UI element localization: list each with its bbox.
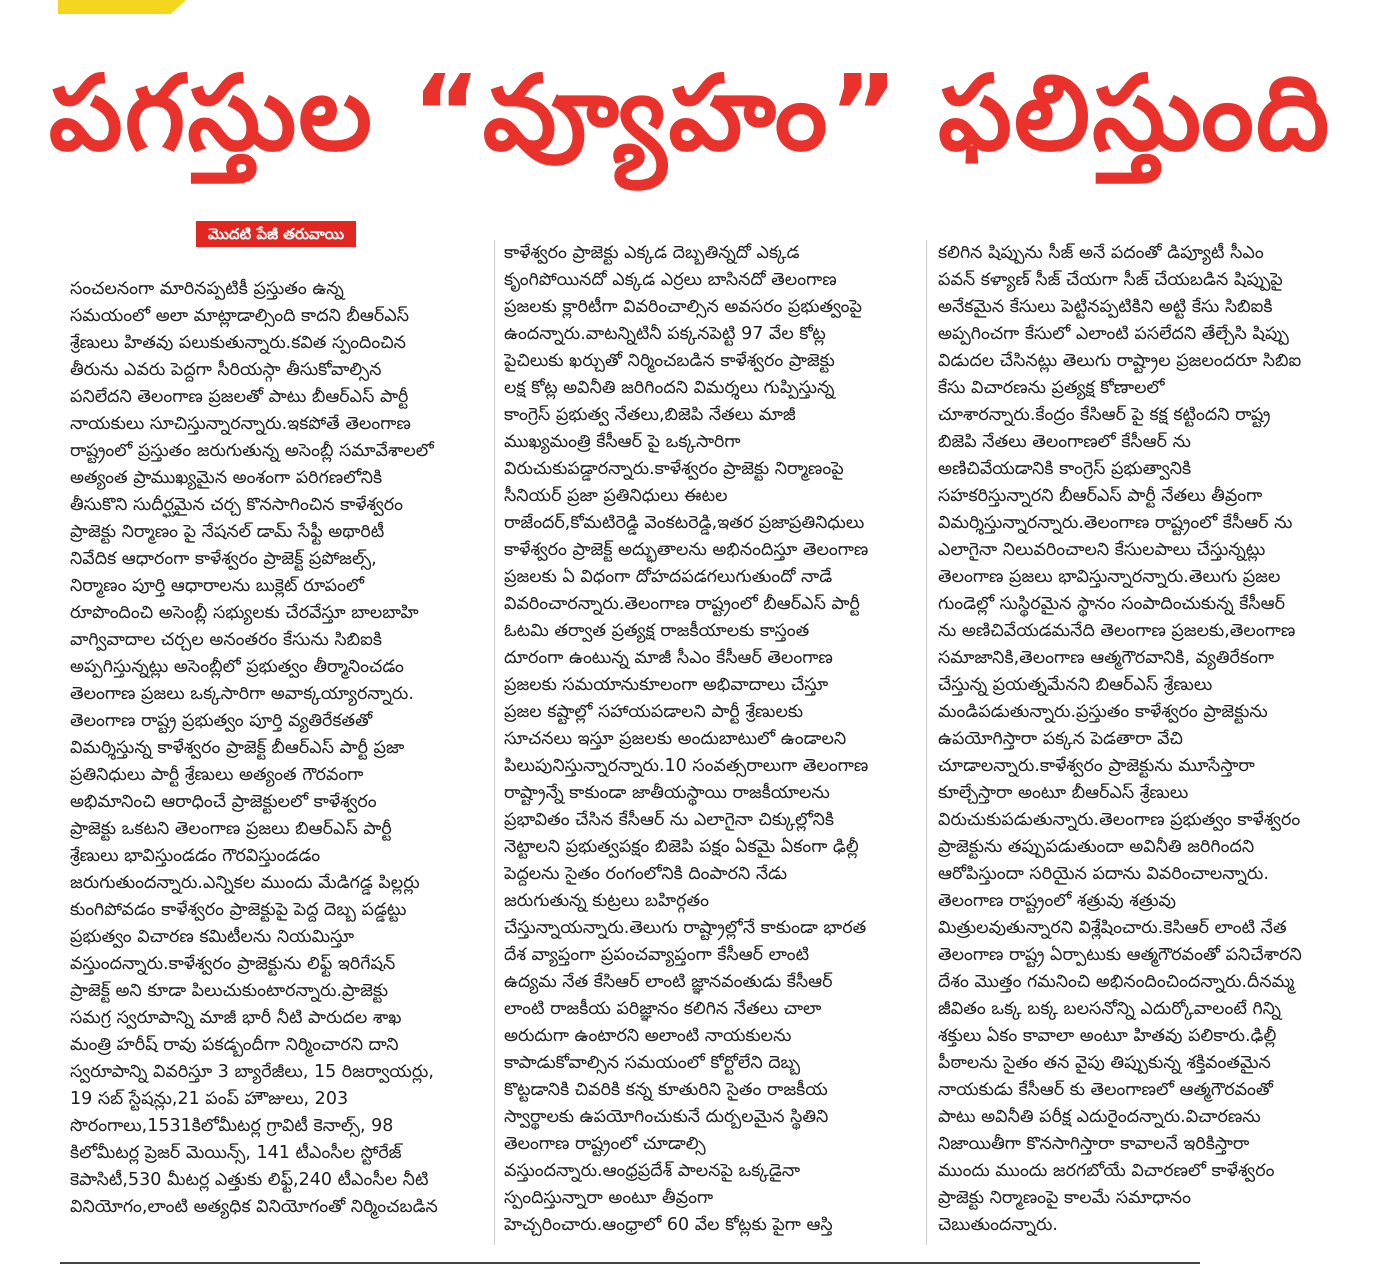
article-line: శ్రేణులు హితవు పలుకుతున్నారు.కవిత స్పందించిన	[70, 333, 406, 353]
article-line: ప్రాజెక్టు ఒకటని తెలంగాణ ప్రజలు బిఆర్ఎస్ పార్టీ	[70, 819, 392, 839]
article-line: ఎలాగైనా నిలువరించాలని కేసులపాలు చేస్తున్నట్లు	[938, 540, 1266, 560]
article-line: సమగ్ర స్వరూపాన్ని మాజీ భారీ నీటి పారుదల శాఖ	[70, 1008, 402, 1028]
article-line: జరుగుతున్న కుట్రలు బహిర్గతం	[504, 891, 709, 911]
article-line: పైచిలుకు ఖర్చుతో నిర్మించబడిన కాళేశ్వరం ప్రాజెక్టు	[504, 351, 835, 371]
article-line: స్వార్థాలకు ఉపయోగించుకునే దుర్బలమైన స్థితిని	[504, 1107, 829, 1127]
article-line: ను అణిచివేయడమనేది తెలంగాణ ప్రజలకు,తెలంగాణ	[938, 621, 1296, 641]
article-line: మంత్రి హరీష్ రావు పకడ్బందీగా నిర్మించారని దాని	[70, 1035, 399, 1055]
article-line: నిర్మాణం పూర్తి ఆధారాలను బుక్లెట్ రూపంలో	[70, 576, 364, 596]
article-line: పెద్దలను సైతం రంగంలోనికి దింపారని నేడు	[504, 864, 788, 884]
article-line: ప్రాజెక్టు నిర్మాణం పై నేషనల్ డామ్ సేఫ్టీ అథారిటీ	[70, 522, 385, 542]
article-line: నివేదిక ఆధారంగా కాళేశ్వరం ప్రాజెక్ట్ ప్రపోజల్స్,	[70, 549, 377, 569]
article-line: శ్రేణులు భావిస్తుండడం గౌరవిస్తుండడం	[70, 846, 321, 866]
continued-label: మొదటి పేజీ తరువాయి	[196, 221, 356, 247]
article-line: తీసుకొని సుదీర్ఘమైన చర్చ కొనసాగించిన కాళేశ్వరం	[70, 495, 404, 515]
article-line: కిలోమీటర్ల ప్రెజర్ మెయిన్స్, 141 టీఎంసీల స్టోరేజ్	[70, 1143, 402, 1163]
article-column-2	[504, 240, 914, 1239]
article-line: తెలంగాణ రాష్ట్రంలో శత్రువు శత్రువు	[938, 891, 1176, 911]
article-line: పీఠాలను సైతం తన వైపు తిప్పుకున్న శక్తివంతమైన	[938, 1053, 1271, 1073]
article-line: పిలుపునిస్తున్నారన్నారు.10 సంవత్సరాలుగా తెలంగాణ	[504, 756, 869, 776]
article-line: వస్తుందన్నారు.కాళేశ్వరం ప్రాజెక్టును లిఫ్ట్ ఇరిగేషన్	[70, 954, 396, 974]
article-line: ప్రజలకు సమయానుకూలంగా అభివాదాలు చేస్తూ	[504, 675, 829, 695]
article-line: ప్రజలకు ఏ విధంగా దోహదపడగలుగుతుందో నాడే	[504, 567, 833, 587]
article-line: కూల్చేస్తారా అంటూ బీఆర్ఎస్ శ్రేణులు	[938, 783, 1189, 803]
article-line: విరుచుకుపడ్డారన్నారు.కాళేశ్వరం ప్రాజెక్టు నిర్మాణంపై	[504, 459, 844, 479]
article-line: మిత్రులవుతున్నారని విశ్లేషించారు.కెసిఆర్ లాంటి నేత	[938, 918, 1287, 938]
article-line: వివరించారన్నారు.తెలంగాణ రాష్ట్రంలో బీఆర్ఎస్ పార్టీ	[504, 594, 860, 614]
article-line: అరుదుగా ఉంటారని అలాంటి నాయకులను	[504, 1026, 792, 1046]
article-line: సమాజానికి,తెలంగాణ ఆత్మగౌరవానికి, వ్యతిరేకంగా	[938, 648, 1275, 668]
article-line: హెచ్చరించారు.ఆంధ్రాలో 60 వేల కోట్లకు పైగా ఆస్తి	[504, 1215, 833, 1235]
article-line: విరుచుకుపడుతున్నారు.తెలంగాణ ప్రభుత్వం కాళేశ్వరం	[938, 810, 1301, 830]
article-line: ఓటమి తర్వాత ప్రత్యక్ష రాజకీయాలకు కాస్తంత	[504, 621, 810, 641]
article-line: తెలంగాణ రాష్ట్ర ప్రభుత్వం పూర్తి వ్యతిరేకతతో	[70, 711, 373, 731]
article-line: కేసు విచారణను ప్రత్యక్ష కోణాలలో	[938, 378, 1165, 398]
article-line: వాగ్వివాదాల చర్చల అనంతరం కేసును సిబిఐకి	[70, 630, 382, 650]
article-line: ఆరోపిస్తుందా సరియైన పదాను వివరించాలన్నారు.	[938, 864, 1269, 884]
article-line: 19 సబ్ స్టేషన్లు,21 పంప్ హౌజులు, 203	[70, 1089, 349, 1109]
article-line: పాటు అవినీతి పరీక్ష ఎదురైందన్నారు.విచారణను	[938, 1107, 1261, 1127]
article-line: చెబుతుందన్నారు.	[938, 1215, 1058, 1235]
article-line: నాయకులు సూచిస్తున్నారన్నారు.ఇకపోతే తెలంగాణ	[70, 414, 411, 434]
article-line: కాంగ్రెస్ ప్రభుత్వ నేతలు,బిజెపి నేతలు మాజీ	[504, 405, 796, 425]
article-column-1	[70, 276, 488, 1221]
article-line: దేశం మొత్తం గమనించి అభినందించిందన్నారు.దీనమ్మ	[938, 972, 1295, 992]
article-line: పనిలేదని తెలంగాణ ప్రజలతో పాటు బీఆర్ఎస్ పార్టీ	[70, 387, 409, 407]
article-column-3	[938, 240, 1348, 1239]
article-line: లాంటి రాజకీయ పరిజ్ఞానం కలిగిన నేతలు చాలా	[504, 999, 822, 1019]
article-line: చూశారన్నారు.కేంద్రం కేసిఆర్ పై కక్ష కట్టిందని రాష్ట్ర	[938, 405, 1271, 425]
article-line: గుండెల్లో సుస్థిరమైన స్థానం సంపాదించుకున్న కేసీఆర్	[938, 594, 1286, 614]
article-line: కాళేశ్వరం ప్రాజెక్టు ఎక్కడ దెబ్బతిన్నదో ఎక్కడ	[504, 243, 800, 263]
article-line: తీరును ఎవరు పెద్దగా సీరియస్గా తీసుకోవాల్సిన	[70, 360, 382, 380]
article-line: సూచనలు ఇస్తూ ప్రజలకు అందుబాటులో ఉండాలని	[504, 729, 847, 749]
article-line: సమయంలో అలా మాట్లాడాల్సింది కాదని బీఆర్ఎస్	[70, 306, 409, 326]
article-line: సీనియర్ ప్రజా ప్రతినిధులు ఈటల	[504, 486, 728, 506]
article-line: మండిపడుతున్నారు.ప్రస్తుతం కాళేశ్వరం ప్రాజెక్టును	[938, 702, 1268, 722]
article-line: విమర్శిస్తున్నారన్నారు.తెలంగాణ రాష్ట్రంలో కేసీఆర్ ను	[938, 513, 1293, 533]
article-line: దూరంగా ఉంటున్న మాజీ సీఎం కేసీఆర్ తెలంగాణ	[504, 648, 833, 668]
article-line: ఉపయోగిస్తారా పక్కన పెడతారా వేచి	[938, 729, 1183, 749]
article-line: కుంగిపోవడం కాళేశ్వరం ప్రాజెక్టుపై పెద్ద దెబ్బ పడ్డట్టు	[70, 900, 407, 920]
article-line: అత్యంత ప్రాముఖ్యమైన అంశంగా పరిగణలోనికి	[70, 468, 383, 488]
article-line: ప్రజలకు క్లారిటీగా వివరించాల్సిన అవసరం ప్రభుత్వంపై	[504, 297, 862, 317]
article-line: రాజేందర్,కోమటిరెడ్డి వెంకటరెడ్డి,ఇతర ప్రజాప్రతినిధులు	[504, 513, 865, 533]
bottom-rule	[60, 1262, 1200, 1264]
article-line: సహకరిస్తున్నారని బీఆర్ఎస్ పార్టీ నేతలు తీవ్రంగా	[938, 486, 1263, 506]
article-line: ప్రభావితం చేసిన కేసీఆర్ ను ఎలాగైనా చిక్కుల్లోనికి	[504, 810, 835, 830]
article-line: వస్తుందన్నారు.ఆంధ్రప్రదేశ్ పాలనపై ఒక్కడైనా	[504, 1161, 801, 1181]
article-line: అనేకమైన కేసులు పెట్టినప్పటికిని అట్టి కేసు సిబిఐకి	[938, 297, 1273, 317]
article-line: పవన్ కళ్యాణ్ సీజ్ చేయగా సీజ్ చేయబడిన షిప్పుపై	[938, 270, 1283, 290]
article-line: ప్రాజెక్టును తప్పుపడుతుందా అవినీతి జరిగిందని	[938, 837, 1255, 857]
article-line: బిజెపి నేతలు తెలంగాణలో కేసీఆర్ ను	[938, 432, 1191, 452]
article-line: కలిగిన షిప్పును సీజ్ అనే పదంతో డిప్యూటీ సీఎం	[938, 243, 1264, 263]
article-line: అభిమానించి ఆరాధించే ప్రాజెక్టులలో కాళేశ్వరం	[70, 792, 377, 812]
article-line: స్వరూపాన్ని వివరిస్తూ 3 బ్యారేజీలు, 15 రిజర్వాయర్లు,	[70, 1062, 434, 1082]
article-line: కొట్టడానికి చివరికి కన్న కూతురిని సైతం రాజకీయ	[504, 1080, 828, 1100]
article-line: కెపాసిటీ,530 మీటర్ల ఎత్తుకు లిఫ్ట్,240 టీఎంసీల నీటి	[70, 1170, 429, 1190]
article-line: తెలంగాణ రాష్ట్ర ఏర్పాటుకు ఆత్మగౌరవంతో పనిచేశారని	[938, 945, 1302, 965]
article-line: చూడాలన్నారు.కాళేశ్వరం ప్రాజెక్టును మూసేస్తారా	[938, 756, 1255, 776]
article-line: జీవితం ఒక్క బక్క బలసనోన్ని ఎదుర్కోవాలంటే గిన్ని	[938, 999, 1281, 1019]
article-line: అప్పగిస్తున్నట్లు అసెంబ్లీలో ప్రభుత్వం తీర్మానించడం	[70, 657, 404, 677]
article-line: రాష్ట్రంలో ప్రస్తుతం జరుగుతున్న అసెంబ్లీ సమావేశాలలో	[70, 441, 434, 461]
column-divider	[494, 240, 495, 1245]
article-line: ప్రాజెక్ట్ అని కూడా పిలుచుకుంటారన్నారు.ప్రాజెక్టు	[70, 981, 389, 1001]
article-line: ప్రాజెక్టు నిర్మాణంపై కాలమే సమాధానం	[938, 1188, 1191, 1208]
article-line: ఉద్యమ నేత కేసిఆర్ లాంటి జ్ఞానవంతుడు కేసీఆర్	[504, 972, 833, 992]
article-line: నాయకుడు కేసీఆర్ కు తెలంగాణలో ఆత్మగౌరవంతో	[938, 1080, 1273, 1100]
article-line: ప్రతినిధులు పార్టీ శ్రేణులు అత్యంత గౌరవంగా	[70, 765, 364, 785]
article-line: సొరంగాలు,1531కిలోమీటర్ల గ్రావిటీ కెనాల్స్, 98	[70, 1116, 394, 1136]
article-line: దేశ వ్యాప్తంగా ప్రపంచవ్యాప్తంగా కేసీఆర్ లాంటి	[504, 945, 810, 965]
article-line: ముందు ముందు జరగబోయే విచారణలో కాళేశ్వరం	[938, 1161, 1275, 1181]
article-line: తెలంగాణ ప్రజలు ఒక్కసారిగా అవాక్కయ్యారన్నారు.	[70, 684, 414, 704]
article-line: విమర్శిస్తున్న కాళేశ్వరం ప్రాజెక్ట్ బీఆర్ఎస్ పార్టీ ప్రజా	[70, 738, 405, 758]
article-line: జరుగుతుందన్నారు.ఎన్నికల ముందు మేడిగడ్డ పిల్లర్లు	[70, 873, 420, 893]
article-line: వినియోగం,లాంటి అత్యధిక వినియోగంతో నిర్మించబడిన	[70, 1197, 438, 1217]
column-divider	[926, 240, 927, 1245]
article-line: చేస్తున్నాయన్నారు.తెలుగు రాష్ట్రాల్లోనే కాకుండా భారత	[504, 918, 867, 938]
article-line: ఉందన్నారు.వాటన్నిటినీ పక్కనపెట్టి 97 వేల కోట్ల	[504, 324, 826, 344]
headline: పగస్తుల “వ్యూహం” ఫలిస్తుంది	[48, 52, 1332, 174]
article-line: లక్ష కోట్ల అవినీతి జరిగిందని విమర్శలు గుప్పిస్తున్న	[504, 378, 835, 398]
article-line: చేస్తున్న ప్రయత్నమేనని బిఆర్ఎస్ శ్రేణులు	[938, 675, 1213, 695]
article-line: సంచలనంగా మారినప్పటికీ ప్రస్తుతం ఉన్న	[70, 279, 344, 299]
article-line: కృంగిపోయినదో ఎక్కడ ఎర్రలు బాసినదో తెలంగాణ	[504, 270, 837, 290]
article-line: శక్తులు ఏకం కావాలా అంటూ హితవు పలికారు.ఢిల్లీ	[938, 1026, 1277, 1046]
article-line: ప్రజల కష్టాల్లో సహాయపడాలని పార్టీ శ్రేణులకు	[504, 702, 804, 722]
article-line: కాపాడుకోవాల్సిన సమయంలో కోర్టోలేని దెబ్బ	[504, 1053, 801, 1073]
article-line: ప్రభుత్వం విచారణ కమిటీలను నియమిస్తూ	[70, 927, 355, 947]
article-line: రూపొందించి అసెంబ్లీ సభ్యులకు చేరవేస్తూ బాలబాహి	[70, 603, 419, 623]
article-line: తెలంగాణ రాష్ట్రంలో చూడాల్సి	[504, 1134, 706, 1154]
article-line: విడుదల చేసినట్లు తెలుగు రాష్ట్రాల ప్రజలందరూ సిబిఐ	[938, 351, 1302, 371]
article-line: తెలంగాణ ప్రజలు భావిస్తున్నారన్నారు.తెలుగు ప్రజల	[938, 567, 1281, 587]
article-line: అప్పగించగా కేసులో ఎలాంటి పసలేదని తేల్చేసి షిప్పు	[938, 324, 1289, 344]
corner-tab	[58, 0, 186, 14]
article-line: ముఖ్యమంత్రి కేసీఆర్ పై ఒక్కసారిగా	[504, 432, 741, 452]
article-line: అణిచివేయడానికి కాంగ్రెస్ ప్రభుత్వానికి	[938, 459, 1192, 479]
article-line: స్పందిస్తున్నారా అంటూ తీవ్రంగా	[504, 1188, 714, 1208]
article-line: నెట్టాలని ప్రభుత్వపక్షం బిజెపి పక్షం ఏకమై ఏకంగా ఢిల్లీ	[504, 837, 859, 857]
article-line: నిజాయితీగా కొనసాగిస్తారా కావాలనే ఇరికిస్తారా	[938, 1134, 1250, 1154]
article-line: రాష్ట్రాన్నే కాకుండా జాతీయస్థాయి రాజకీయాలను	[504, 783, 830, 803]
article-line: కాళేశ్వరం ప్రాజెక్ట్ అద్భుతాలను అభినందిస్తూ తెలంగాణ	[504, 540, 869, 560]
